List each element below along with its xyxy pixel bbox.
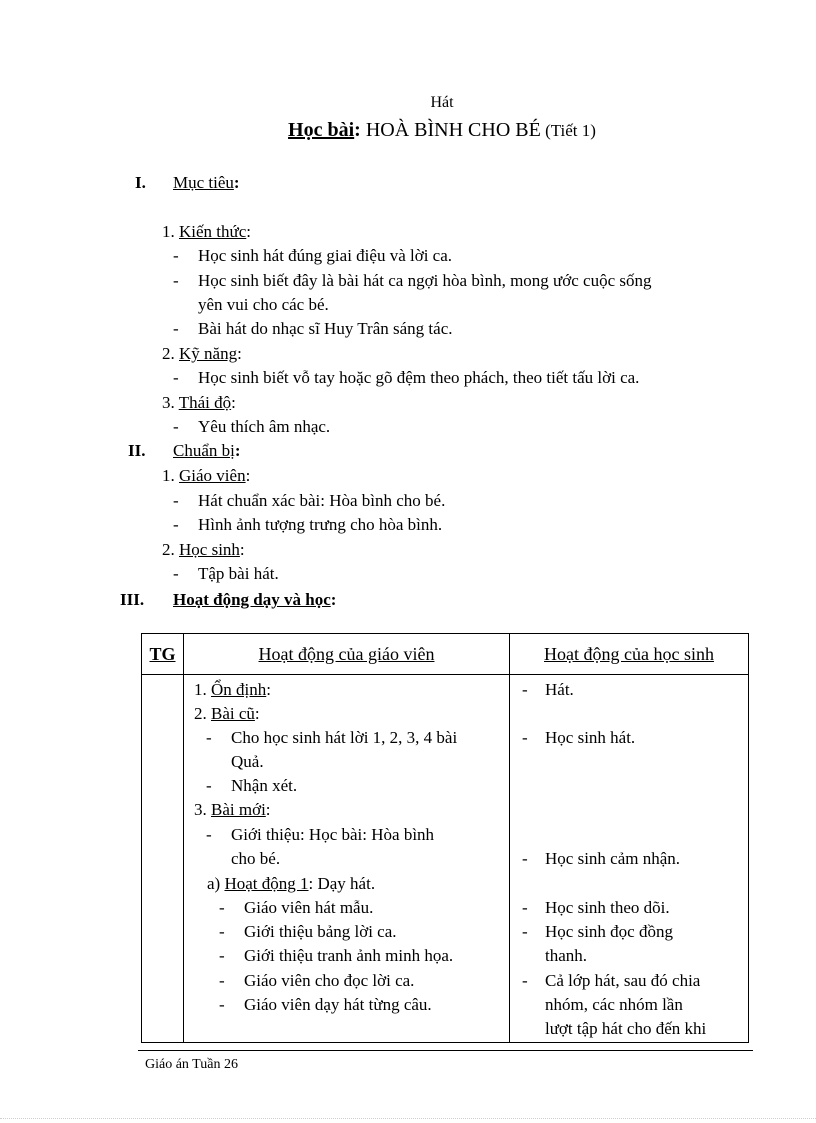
bullet-text: Học sinh biết vỗ tay hoặc gõ đệm theo phách, theo tiết tấu lời ca.: [198, 368, 640, 387]
bullet-dash: -: [522, 922, 528, 941]
section-2-number: II.: [128, 441, 146, 460]
item-1-3: [162, 393, 236, 413]
bullet-text: Giáo viên hát mẫu.: [244, 898, 374, 917]
student-text-continued: thanh.: [545, 946, 588, 965]
item-2-2-num: 2.: [162, 540, 175, 559]
student-text: Cả lớp hát, sau đó chia: [545, 971, 701, 990]
item-1-2-label: Kỹ năng: [179, 344, 238, 363]
item-label: Bài cũ: [211, 704, 255, 723]
bullet-dash: -: [173, 368, 179, 387]
bullet-dash: -: [219, 971, 225, 990]
section-2-heading: [173, 441, 241, 461]
bullet-text: Yêu thích âm nhạc.: [198, 417, 331, 436]
item-num: 1.: [194, 680, 207, 699]
item-colon: :: [265, 800, 271, 819]
bullet-dash: -: [522, 849, 528, 868]
item-colon: :: [254, 704, 260, 723]
bullet-text: Giới thiệu tranh ảnh minh họa.: [244, 946, 454, 965]
bullet-text: Học sinh hát đúng giai điệu và lời ca.: [198, 246, 453, 265]
student-text: Hát.: [545, 680, 574, 699]
page-bottom-border: [0, 1118, 816, 1119]
bullet-text-continued: yên vui cho các bé.: [198, 295, 329, 314]
bullet-dash: -: [173, 515, 179, 534]
section-3-heading-text: Hoạt động dạy và học: [173, 590, 331, 609]
item-2-2: [162, 540, 245, 560]
item-2-1-colon: :: [245, 466, 251, 485]
bullet-dash: -: [173, 319, 179, 338]
bullet-text: Hình ảnh tượng trưng cho hòa bình.: [198, 515, 443, 534]
bullet-text: Nhận xét.: [231, 776, 298, 795]
item-label: Bài mới: [211, 800, 266, 819]
bullet-dash: -: [522, 680, 528, 699]
bullet-text: Hát chuẩn xác bài: Hòa bình cho bé.: [198, 491, 446, 510]
activity-label: Hoạt động 1: [224, 874, 309, 893]
item-1-2-colon: :: [237, 344, 242, 363]
title-colon: :: [354, 119, 361, 141]
item-num: 3.: [194, 800, 207, 819]
student-cell: [510, 675, 749, 1043]
title-period: (Tiết 1): [540, 121, 596, 140]
item-1-1-num: 1.: [162, 222, 175, 241]
activity-rest: : Dạy hát.: [308, 874, 376, 893]
student-text: Học sinh đọc đồng: [545, 922, 673, 941]
section-2-heading-text: Chuẩn bị: [173, 441, 235, 460]
bullet-text: Tập bài hát.: [198, 564, 279, 583]
header-tg-text: TG: [149, 643, 176, 664]
bullet-dash: -: [522, 898, 528, 917]
item-colon: :: [266, 680, 271, 699]
table-row: [142, 675, 749, 1043]
item-1-1-label: Kiến thức: [179, 222, 247, 241]
teacher-item-1: [194, 680, 271, 700]
section-3-heading: [173, 590, 336, 610]
section-1-heading: [173, 173, 240, 193]
bullet-dash: -: [206, 825, 212, 844]
item-num: 2.: [194, 704, 207, 723]
teacher-item-2: [194, 704, 260, 724]
item-1-1: [162, 222, 251, 242]
item-2-1-num: 1.: [162, 466, 175, 485]
item-2-2-label: Học sinh: [179, 540, 240, 559]
header-tg: [142, 634, 184, 675]
teacher-item-3: [194, 800, 271, 820]
table-header-row: [142, 634, 749, 675]
teacher-cell: [184, 675, 510, 1043]
lesson-title: [0, 119, 816, 142]
student-text: Học sinh hát.: [545, 728, 636, 747]
item-2-2-colon: :: [239, 540, 245, 559]
bullet-dash: -: [173, 564, 179, 583]
bullet-dash: -: [173, 417, 179, 436]
section-2-heading-colon: :: [234, 441, 241, 460]
bullet-dash: -: [206, 728, 212, 747]
item-label: Ổn định: [211, 680, 267, 699]
student-text-continued: lượt tập hát cho đến khi: [545, 1019, 707, 1038]
header-student: [510, 634, 749, 675]
tg-cell: [142, 675, 184, 1043]
bullet-dash: -: [219, 898, 225, 917]
bullet-dash: -: [219, 922, 225, 941]
section-3-heading-colon: :: [330, 590, 337, 609]
bullet-text: Giới thiệu: Học bài: Hòa bình: [231, 825, 435, 844]
section-3-number: III.: [120, 590, 145, 609]
bullet-text: Học sinh biết đây là bài hát ca ngợi hòa bình, mong ước cuộc sống: [198, 271, 652, 290]
bullet-text: Giới thiệu bảng lời ca.: [244, 922, 397, 941]
student-text-continued: nhóm, các nhóm lần: [545, 995, 683, 1014]
subject-label: Hát: [430, 94, 454, 111]
item-1-2: [162, 344, 242, 364]
activity-table: [141, 633, 749, 1043]
bullet-text: Giáo viên dạy hát từng câu.: [244, 995, 432, 1014]
title-main: HOÀ BÌNH CHO BÉ: [360, 119, 541, 141]
bullet-dash: -: [206, 776, 212, 795]
section-1-heading-colon: :: [233, 173, 240, 192]
bullet-text: Giáo viên cho đọc lời ca.: [244, 971, 415, 990]
footer-divider: [138, 1050, 753, 1051]
section-1-heading-text: Mục tiêu: [173, 173, 234, 192]
bullet-dash: -: [522, 728, 528, 747]
item-1-3-num: 3.: [162, 393, 175, 412]
bullet-dash: -: [173, 271, 179, 290]
activity-num: a): [207, 874, 221, 893]
item-1-3-label: Thái độ: [178, 393, 232, 412]
student-text: Học sinh cảm nhận.: [545, 849, 681, 868]
header-teacher: [184, 634, 510, 675]
activity-1-heading: [207, 874, 375, 894]
header-student-text: Hoạt động của học sinh: [544, 643, 714, 664]
title-label: Học bài: [288, 119, 355, 141]
footer-text: Giáo án Tuần 26: [145, 1057, 238, 1072]
bullet-text-continued: cho bé.: [231, 849, 281, 868]
bullet-dash: -: [522, 971, 528, 990]
bullet-dash: -: [173, 246, 179, 265]
bullet-dash: -: [219, 946, 225, 965]
bullet-text: Bài hát do nhạc sĩ Huy Trân sáng tác.: [198, 319, 453, 338]
bullet-dash: -: [219, 995, 225, 1014]
section-1-number: I.: [135, 173, 146, 192]
item-1-1-colon: :: [246, 222, 252, 241]
bullet-text-continued: Quả.: [231, 752, 264, 771]
bullet-dash: -: [173, 491, 179, 510]
item-1-3-colon: :: [231, 393, 236, 412]
student-text: Học sinh theo dõi.: [545, 898, 670, 917]
header-teacher-text: Hoạt động của giáo viên: [258, 643, 435, 664]
item-1-2-num: 2.: [162, 344, 175, 363]
item-2-1: [162, 466, 250, 486]
item-2-1-label: Giáo viên: [179, 466, 246, 485]
bullet-text: Cho học sinh hát lời 1, 2, 3, 4 bài: [231, 728, 458, 747]
